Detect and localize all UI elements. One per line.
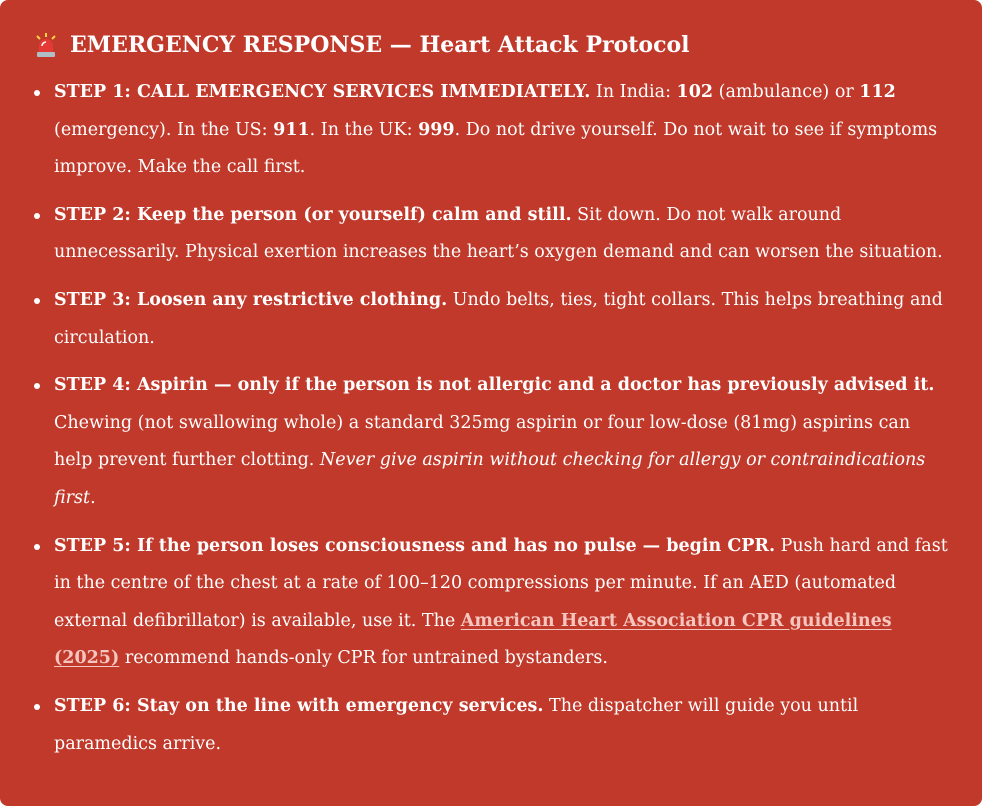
step-6-heading: STEP 6: Stay on the line with emergency services. — [54, 695, 544, 716]
us-emergency-number: 911 — [273, 119, 310, 140]
steps-list — [34, 74, 952, 763]
step-1-text: (ambulance) or — [713, 82, 860, 102]
step-1-text: . In the UK: — [309, 119, 419, 140]
step-3-text: Undo belts, ties, tight collars. This helps breathing and circulation. — [54, 289, 943, 348]
step-5 — [34, 528, 952, 678]
step-1-text: (emergency). In the US: — [54, 119, 274, 140]
page-title: EMERGENCY RESPONSE — Heart Attack Protocol — [70, 32, 690, 58]
step-4-heading: STEP 4: Aspirin — only if the person is not allergic and a doctor has previously advised it. — [54, 375, 935, 396]
step-2-heading: STEP 2: Keep the person (or yourself) calm and still. — [54, 204, 572, 225]
step-1-text: In India: — [590, 82, 677, 102]
step-1-heading: STEP 1: CALL EMERGENCY SERVICES IMMEDIATELY. — [54, 82, 591, 102]
step-4-end: . — [90, 487, 96, 508]
india-emergency-number: 112 — [859, 82, 896, 102]
step-3-heading: STEP 3: Loosen any restrictive clothing. — [54, 289, 448, 310]
india-ambulance-number: 102 — [676, 82, 714, 102]
panel-header — [34, 28, 952, 62]
step-2 — [34, 197, 952, 272]
step-2-text: Sit down. Do not walk around unnecessarily. Physical exertion increases the heart’s oxygen demand and can worsen the situation. — [54, 204, 943, 263]
step-5-heading: STEP 5: If the person loses consciousness and has no pulse — begin CPR. — [54, 535, 776, 556]
step-5-end: recommend hands-only CPR for untrained bystanders. — [119, 648, 608, 669]
step-1-text: . Do not drive yourself. Do not wait to see if symptoms improve. Make the call first. — [54, 119, 938, 178]
step-4-text: Chewing (not swallowing whole) a standard 325mg aspirin or four low-dose (81mg) aspirins can help prevent further clotting. — [54, 412, 911, 471]
aspirin-warning: Never give aspirin without checking for allergy or contraindications first — [54, 450, 926, 508]
step-5-text: Push hard and fast in the centre of the chest at a rate of 100–120 compressions per minute. If an AED (automated external defibrillator) is available, use it. The — [54, 535, 948, 631]
step-6-text: The dispatcher will guide you until paramedics arrive. — [54, 695, 859, 754]
step-1 — [34, 74, 952, 187]
siren-icon — [34, 32, 58, 58]
step-3 — [34, 282, 952, 357]
step-6 — [34, 688, 952, 763]
aha-cpr-guidelines-link[interactable]: American Heart Association CPR guidelines (2025) — [54, 610, 892, 669]
uk-emergency-number: 999 — [418, 119, 455, 140]
step-4 — [34, 367, 952, 517]
